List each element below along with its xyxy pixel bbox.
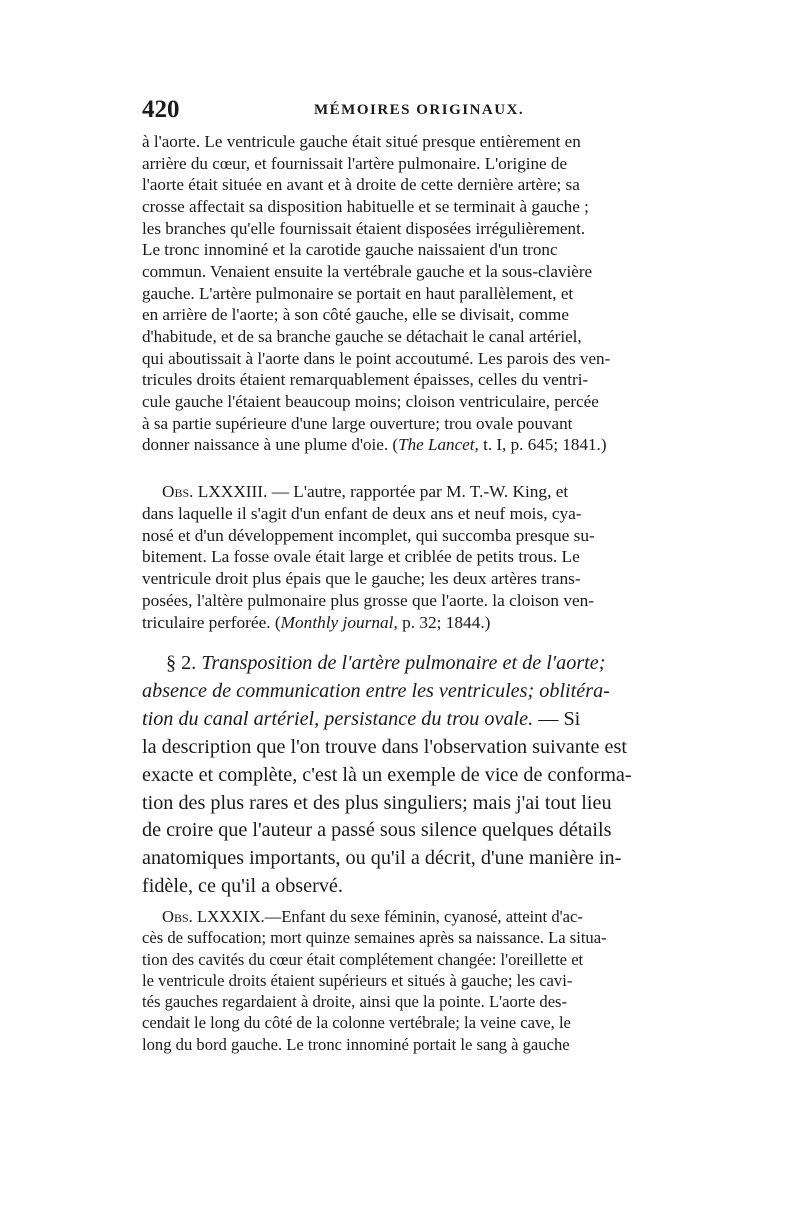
text-line: la description que l'on trouve dans l'observation suivante est (142, 735, 627, 758)
text-line: dans laquelle il s'agit d'un enfant de deux ans et neuf mois, cya- (142, 503, 582, 523)
observation-lxxxix (142, 906, 662, 1055)
text-line: long du bord gauche. Le tronc innominé portait le sang à gauche (142, 1034, 570, 1054)
text-line: tés gauches regardaient à droite, ainsi que la pointe. L'aorte des- (142, 992, 568, 1012)
section-2-transposition (142, 650, 662, 901)
citation-line (142, 612, 662, 634)
section-title-line: absence de communication entre les ventricules; oblitéra- (142, 679, 610, 702)
text-line: en arrière de l'aorte; à son côté gauche, elle se divisait, comme (142, 305, 569, 325)
journal-title: Monthly journal, (280, 612, 398, 632)
observation-lxxxiii (142, 481, 662, 634)
text-line: à l'aorte. Le ventricule gauche était situé presque entièrement en (142, 132, 581, 151)
section-title-line (142, 706, 662, 734)
text-line: à sa partie supérieure d'une large ouverture; trou ovale pouvant (142, 413, 573, 433)
citation-line (142, 434, 662, 456)
text-line: exacte et complète, c'est là un exemple de vice de conforma- (142, 763, 632, 786)
text-line: arrière du cœur, et fournissait l'artère pulmonaire. L'origine de (142, 153, 568, 173)
text-line: tricules droits étaient remarquablement épaisses, celles du ventri- (142, 370, 589, 390)
text-line: cule gauche l'étaient beaucoup moins; cloison ventriculaire, percée (142, 391, 599, 411)
citation-prefix: donner naissance à une plume d'oie. ( (142, 435, 399, 455)
observation-heading-line (142, 481, 662, 503)
text-line: d'habitude, et de sa branche gauche se détachait le canal artériel, (142, 326, 582, 346)
text-line: cendait le long du côté de la colonne vertébrale; la veine cave, le (142, 1013, 571, 1033)
section-text-start: — Si (533, 707, 581, 730)
text-line: ventricule droit plus épais que le gauche; les deux artères trans- (142, 569, 581, 589)
text-line: commun. Venaient ensuite la vertébrale gauche et la sous-clavière (142, 261, 593, 281)
text-line: l'aorte était située en avant et à droite de cette dernière artère; sa (142, 175, 580, 195)
section-heading-line (142, 650, 662, 678)
text-line: gauche. L'artère pulmonaire se portait en haut parallèlement, et (142, 283, 574, 303)
text-line: crosse affectait sa disposition habituelle et se terminait à gauche ; (142, 196, 589, 216)
page-number: 420 (142, 96, 180, 123)
text-line: anatomiques importants, ou qu'il a décrit, d'une manière in- (142, 847, 622, 870)
text-line: fidèle, ce qu'il a observé. (142, 875, 343, 898)
observation-first-line: LXXXIX.—Enfant du sexe féminin, cyanosé, atteint d'ac- (192, 907, 583, 926)
page-header (142, 96, 662, 130)
text-line: le ventricule droits étaient supérieurs et situés à gauche; les cavi- (142, 970, 573, 990)
section-title-end: tion du canal artériel, persistance du trou ovale. (142, 707, 534, 730)
observation-first-line: LXXXIII. — L'autre, rapportée par M. T.-W. King, et (193, 482, 569, 501)
obs-label: Obs. (162, 482, 194, 501)
running-title: MÉMOIRES ORIGINAUX. (314, 102, 525, 118)
citation-prefix: triculaire perforée. ( (142, 612, 281, 632)
text-line: bitement. La fosse ovale était large et criblée de petits trous. Le (142, 547, 580, 567)
text-line: nosé et d'un développement incomplet, qui succomba presque su- (142, 525, 595, 545)
section-title: Transposition de l'artère pulmonaire et de l'aorte; (196, 652, 606, 674)
text-line: tion des cavités du cœur était complétement changée: l'oreillette et (142, 949, 584, 969)
citation-suffix: p. 32; 1844.) (397, 612, 491, 632)
text-line: posées, l'altère pulmonaire plus grosse que l'aorte. la cloison ven- (142, 590, 595, 610)
citation-suffix: t. I, p. 645; 1841.) (478, 435, 607, 455)
journal-title: The Lancet, (398, 435, 479, 455)
obs-label: Obs. (162, 907, 193, 926)
text-line: tion des plus rares et des plus singuliers; mais j'ai tout lieu (142, 791, 612, 814)
text-line: les branches qu'elle fournissait étaient disposées irrégulièrement. (142, 218, 586, 238)
text-line: cès de suffocation; mort quinze semaines après sa naissance. La situa- (142, 928, 607, 948)
text-line: Le tronc innominé et la carotide gauche naissaient d'un tronc (142, 240, 558, 260)
section-mark: § 2. (166, 652, 197, 674)
text-line: de croire que l'auteur a passé sous silence quelques détails (142, 819, 612, 842)
paragraph-aorte-continuation (142, 131, 662, 456)
observation-heading-line (142, 906, 662, 927)
text-line: qui aboutissait à l'aorte dans le point accoutumé. Les parois des ven- (142, 348, 611, 368)
